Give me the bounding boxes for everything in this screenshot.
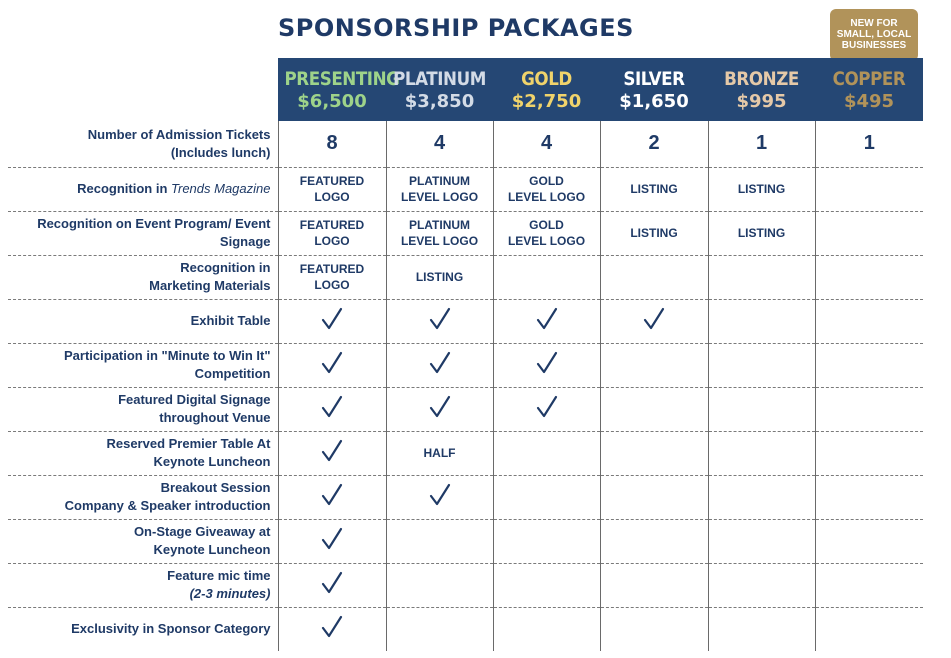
cell-silver bbox=[600, 121, 708, 167]
tier-header-bronze bbox=[708, 58, 815, 121]
cell-platinum bbox=[386, 563, 493, 607]
cell-copper bbox=[815, 607, 923, 651]
cell-copper bbox=[815, 255, 923, 299]
benefit-value-line: GOLD bbox=[529, 173, 564, 188]
cell-presenting bbox=[278, 519, 386, 563]
tier-header-platinum bbox=[386, 58, 493, 121]
benefit-label-line: Recognition on Event Program/ Event bbox=[37, 216, 271, 231]
badge-line: BUSINESSES bbox=[841, 40, 907, 51]
cell-gold bbox=[493, 343, 600, 387]
tier-price: $3,850 bbox=[404, 91, 475, 112]
benefit-value bbox=[630, 181, 677, 197]
cell-gold bbox=[493, 211, 600, 255]
cell-copper bbox=[815, 563, 923, 607]
tier-name: SILVER bbox=[623, 68, 685, 90]
benefit-label-line: Feature mic time bbox=[167, 568, 271, 583]
table-row bbox=[8, 475, 923, 519]
benefit-value bbox=[630, 225, 677, 241]
benefit-label-line: Exhibit Table bbox=[190, 313, 271, 328]
badge-line: NEW FOR bbox=[850, 18, 898, 29]
cell-presenting bbox=[278, 607, 386, 651]
table-row bbox=[8, 299, 923, 343]
ticket-count: 4 bbox=[433, 132, 446, 155]
tier-header-gold bbox=[493, 58, 600, 121]
checkmark-icon bbox=[429, 395, 451, 419]
benefit-value bbox=[300, 217, 364, 249]
table-row bbox=[8, 211, 923, 255]
cell-presenting bbox=[278, 299, 386, 343]
benefit-label-line: (2-3 minutes) bbox=[189, 586, 271, 601]
checkmark-icon bbox=[321, 571, 343, 595]
badge-line: SMALL, LOCAL bbox=[836, 29, 912, 40]
benefit-label bbox=[8, 431, 278, 475]
tier-header-row bbox=[278, 58, 923, 121]
table-row bbox=[8, 343, 923, 387]
benefit-label bbox=[8, 121, 278, 167]
cell-presenting bbox=[278, 255, 386, 299]
cell-copper bbox=[815, 167, 923, 211]
checkmark-icon bbox=[429, 351, 451, 375]
benefit-value bbox=[401, 217, 478, 249]
cell-copper bbox=[815, 475, 923, 519]
cell-presenting bbox=[278, 475, 386, 519]
checkmark-icon bbox=[429, 483, 451, 507]
cell-gold bbox=[493, 255, 600, 299]
checkmark-icon bbox=[536, 395, 558, 419]
ticket-count: 1 bbox=[755, 132, 768, 155]
ticket-count: 2 bbox=[648, 132, 660, 155]
benefit-label-line: Number of Admission Tickets bbox=[87, 126, 271, 142]
cell-bronze bbox=[708, 211, 815, 255]
benefit-value-line: LOGO bbox=[314, 233, 350, 248]
checkmark-icon bbox=[321, 395, 343, 419]
cell-copper bbox=[815, 387, 923, 431]
benefit-value-line: LEVEL LOGO bbox=[507, 233, 586, 248]
benefit-label-text: Recognition in bbox=[77, 181, 172, 196]
cell-gold bbox=[493, 607, 600, 651]
cell-silver bbox=[600, 299, 708, 343]
benefit-value-line: LISTING bbox=[737, 226, 786, 240]
ticket-count: 4 bbox=[540, 132, 553, 155]
cell-silver bbox=[600, 211, 708, 255]
benefit-label bbox=[8, 387, 278, 431]
cell-silver bbox=[600, 563, 708, 607]
benefit-value-line: LOGO bbox=[314, 189, 350, 204]
benefit-label bbox=[8, 211, 278, 255]
benefit-label-line: Keynote Luncheon bbox=[153, 454, 271, 469]
table-row bbox=[8, 431, 923, 475]
benefit-value bbox=[508, 173, 585, 205]
cell-copper bbox=[815, 299, 923, 343]
checkmark-icon bbox=[536, 307, 558, 331]
checkmark-icon bbox=[321, 307, 343, 331]
cell-bronze bbox=[708, 607, 815, 651]
cell-platinum bbox=[386, 211, 493, 255]
checkmark-icon bbox=[536, 351, 558, 375]
tier-price: $1,650 bbox=[619, 91, 689, 112]
benefit-value-line: LEVEL LOGO bbox=[400, 189, 479, 204]
cell-platinum bbox=[386, 607, 493, 651]
cell-bronze bbox=[708, 167, 815, 211]
cell-platinum bbox=[386, 121, 493, 167]
benefit-value bbox=[424, 445, 456, 461]
cell-bronze bbox=[708, 431, 815, 475]
cell-copper bbox=[815, 211, 923, 255]
cell-copper bbox=[815, 343, 923, 387]
cell-bronze bbox=[708, 121, 815, 167]
cell-platinum bbox=[386, 299, 493, 343]
cell-bronze bbox=[708, 563, 815, 607]
benefit-label-line: On-Stage Giveaway at bbox=[133, 524, 271, 539]
cell-gold bbox=[493, 563, 600, 607]
tier-name: COPPER bbox=[832, 68, 906, 90]
table-row bbox=[8, 519, 923, 563]
cell-copper bbox=[815, 431, 923, 475]
benefit-value bbox=[508, 217, 585, 249]
cell-gold bbox=[493, 387, 600, 431]
checkmark-icon bbox=[321, 615, 343, 639]
benefit-value-line: FEATURED bbox=[299, 261, 365, 276]
benefit-label-line: Breakout Session bbox=[160, 480, 271, 495]
tier-name: PRESENTING bbox=[284, 68, 400, 90]
cell-gold bbox=[493, 121, 600, 167]
benefit-label bbox=[8, 255, 278, 299]
benefit-label bbox=[8, 519, 278, 563]
cell-platinum bbox=[386, 343, 493, 387]
cell-platinum bbox=[386, 167, 493, 211]
benefit-value-line: FEATURED bbox=[299, 217, 365, 232]
new-for-small-business-badge bbox=[830, 9, 918, 61]
table-row bbox=[8, 255, 923, 299]
cell-bronze bbox=[708, 475, 815, 519]
benefit-value-line: HALF bbox=[423, 446, 456, 460]
table-row bbox=[8, 387, 923, 431]
cell-silver bbox=[600, 167, 708, 211]
ticket-count: 1 bbox=[863, 132, 875, 155]
table-row bbox=[8, 167, 923, 211]
benefit-value-line: FEATURED bbox=[299, 173, 365, 188]
benefit-label-line: Reserved Premier Table At bbox=[106, 436, 271, 451]
tier-name: GOLD bbox=[521, 68, 572, 90]
table-row bbox=[8, 121, 923, 167]
benefit-label-line: Recognition in bbox=[180, 260, 271, 275]
cell-copper bbox=[815, 121, 923, 167]
cell-presenting bbox=[278, 211, 386, 255]
cell-presenting bbox=[278, 167, 386, 211]
benefit-value-line: LISTING bbox=[630, 226, 678, 240]
benefit-label-line: Signage bbox=[219, 234, 271, 249]
benefit-value bbox=[401, 173, 478, 205]
benefit-value-line: GOLD bbox=[529, 217, 564, 232]
benefit-value bbox=[738, 225, 785, 241]
cell-silver bbox=[600, 475, 708, 519]
cell-presenting bbox=[278, 431, 386, 475]
benefit-value bbox=[300, 173, 364, 205]
benefit-value-line: LISTING bbox=[737, 182, 786, 196]
tier-price: $6,500 bbox=[297, 91, 367, 112]
benefit-label bbox=[8, 343, 278, 387]
benefit-value-line: LEVEL LOGO bbox=[400, 233, 479, 248]
table-row bbox=[8, 563, 923, 607]
cell-platinum bbox=[386, 475, 493, 519]
cell-presenting bbox=[278, 343, 386, 387]
benefit-label bbox=[8, 299, 278, 343]
cell-silver bbox=[600, 343, 708, 387]
benefit-value-line: PLATINUM bbox=[408, 217, 471, 232]
benefit-label bbox=[8, 475, 278, 519]
benefit-label-line: Company & Speaker introduction bbox=[64, 498, 271, 513]
cell-silver bbox=[600, 387, 708, 431]
table-row bbox=[8, 607, 923, 651]
cell-presenting bbox=[278, 121, 386, 167]
sponsorship-table bbox=[8, 121, 923, 651]
cell-silver bbox=[600, 519, 708, 563]
checkmark-icon bbox=[321, 351, 343, 375]
benefit-label-line: throughout Venue bbox=[159, 410, 271, 425]
benefit-label-line: Keynote Luncheon bbox=[153, 542, 271, 557]
cell-copper bbox=[815, 519, 923, 563]
tier-name: BRONZE bbox=[724, 68, 799, 90]
benefit-label-line: (Includes lunch) bbox=[170, 144, 271, 160]
benefit-value bbox=[738, 181, 785, 197]
benefit-label bbox=[8, 563, 278, 607]
checkmark-icon bbox=[321, 527, 343, 551]
cell-gold bbox=[493, 299, 600, 343]
page-title: SPONSORSHIP PACKAGES bbox=[278, 14, 634, 42]
cell-platinum bbox=[386, 255, 493, 299]
benefit-label-line: Competition bbox=[194, 366, 271, 381]
benefit-value-line: PLATINUM bbox=[408, 173, 471, 188]
ticket-count: 8 bbox=[326, 132, 338, 155]
benefit-value-line: LOGO bbox=[314, 277, 350, 292]
benefit-value bbox=[300, 261, 364, 293]
cell-gold bbox=[493, 519, 600, 563]
cell-platinum bbox=[386, 519, 493, 563]
benefit-label-line: Exclusivity in Sponsor Category bbox=[71, 621, 271, 637]
benefit-value-line: LISTING bbox=[630, 182, 678, 196]
checkmark-icon bbox=[321, 439, 343, 463]
benefit-label-line: Participation in "Minute to Win It" bbox=[64, 348, 271, 363]
cell-silver bbox=[600, 607, 708, 651]
tier-header-copper bbox=[815, 58, 923, 121]
tier-header-silver bbox=[600, 58, 708, 121]
benefit-label-line: Featured Digital Signage bbox=[118, 392, 271, 407]
cell-presenting bbox=[278, 387, 386, 431]
cell-bronze bbox=[708, 343, 815, 387]
cell-gold bbox=[493, 167, 600, 211]
checkmark-icon bbox=[429, 307, 451, 331]
tier-name: PLATINUM bbox=[393, 68, 486, 90]
cell-bronze bbox=[708, 299, 815, 343]
benefit-value-line: LEVEL LOGO bbox=[507, 189, 586, 204]
cell-bronze bbox=[708, 255, 815, 299]
checkmark-icon bbox=[643, 307, 665, 331]
cell-presenting bbox=[278, 563, 386, 607]
tier-header-presenting bbox=[278, 58, 400, 121]
cell-gold bbox=[493, 431, 600, 475]
cell-platinum bbox=[386, 387, 493, 431]
tier-price: $995 bbox=[736, 91, 787, 112]
benefit-value-line: LISTING bbox=[415, 270, 464, 284]
cell-bronze bbox=[708, 519, 815, 563]
cell-platinum bbox=[386, 431, 493, 475]
cell-gold bbox=[493, 475, 600, 519]
benefit-label-line: Marketing Materials bbox=[149, 278, 271, 293]
cell-silver bbox=[600, 431, 708, 475]
tier-price: $495 bbox=[843, 91, 895, 112]
benefit-label bbox=[8, 607, 278, 651]
cell-silver bbox=[600, 255, 708, 299]
checkmark-icon bbox=[321, 483, 343, 507]
cell-bronze bbox=[708, 387, 815, 431]
benefit-label-italic: Trends Magazine bbox=[171, 181, 271, 196]
tier-price: $2,750 bbox=[511, 91, 582, 112]
benefit-value bbox=[416, 269, 463, 285]
benefit-label bbox=[8, 167, 278, 211]
